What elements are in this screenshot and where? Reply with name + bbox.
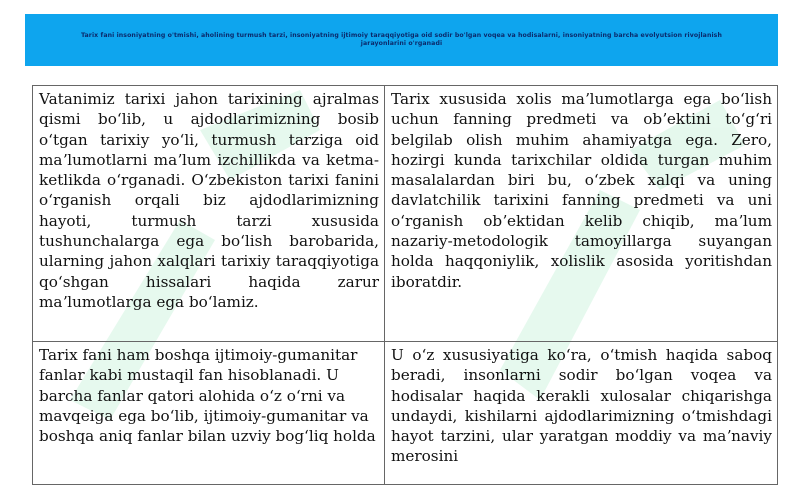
table-row [33,86,778,342]
table-cell: Vatanimiz tarixi jahon tarixining ajralmas qismi boʻlib, u ajdodlarimizning bosib oʻtgan tarixiy yoʻli, turmush tarziga oid maʼlumotlarni maʼlum izchillikda va ketma-ketlikda oʻrganadi. Oʻzbekiston tarixi fanini oʻrganish orqali biz ajdodlarimizning hayoti, turmush tarzi xususida tushunchalarga ega boʻlish barobarida, ularning jahon xalqlari tarixiy taraqqiyotiga qoʻshgan hissalari haqida zarur maʼlumotlarga ega boʻlamiz. [33,86,385,342]
header-banner [25,14,778,66]
table-cell: Tarix xususida xolis maʼlumotlarga ega boʻlish uchun fanning predmeti va obʼektini toʻgʻri belgilab olish muhim ahamiyatga ega. Zero, hozirgi kunda tarixchilar oldida turgan muhim masalalardan biri bu, oʻzbek xalqi va uning davlatchilik tarixini fanning predmeti va uni oʻrganish obʼektidan kelib chiqib, maʼlum nazariy-metodologik tamoyillarga suyangan holda haqqoniylik, xolislik asosida yoritishdan iboratdir. [385,86,778,342]
content-table [32,85,778,485]
table-cell: U oʻz xususiyatiga koʻra, oʻtmish haqida saboq beradi, insonlarni sodir boʻlgan voqea va hodisalar haqida kerakli xulosalar chiqarishga undaydi, kishilarni ajdodlarimizning oʻtmishdagi hayot tarzini, ular yaratgan moddiy va maʼnaviy merosini [385,342,778,485]
table-row [33,342,778,485]
banner-title: Tarix fani insoniyatning o'tmishi, aholining turmush tarzi, insoniyatning ijtimoiy taraqqiyotiga oid sodir bo'lgan voqea va hodisalarni, insoniyatning barcha evolyutsion rivojlanish jarayonlarini o'rganadi [81,32,722,47]
table-cell: Tarix fani ham boshqa ijtimoiy-gumanitar fanlar kabi mustaqil fan hisoblanadi. U barcha fanlar qatori alohida oʻz oʻrni va mavqeiga ega boʻlib, ijtimoiy-gumanitar va boshqa aniq fanlar bilan uzviy bogʻliq holda [33,342,385,485]
